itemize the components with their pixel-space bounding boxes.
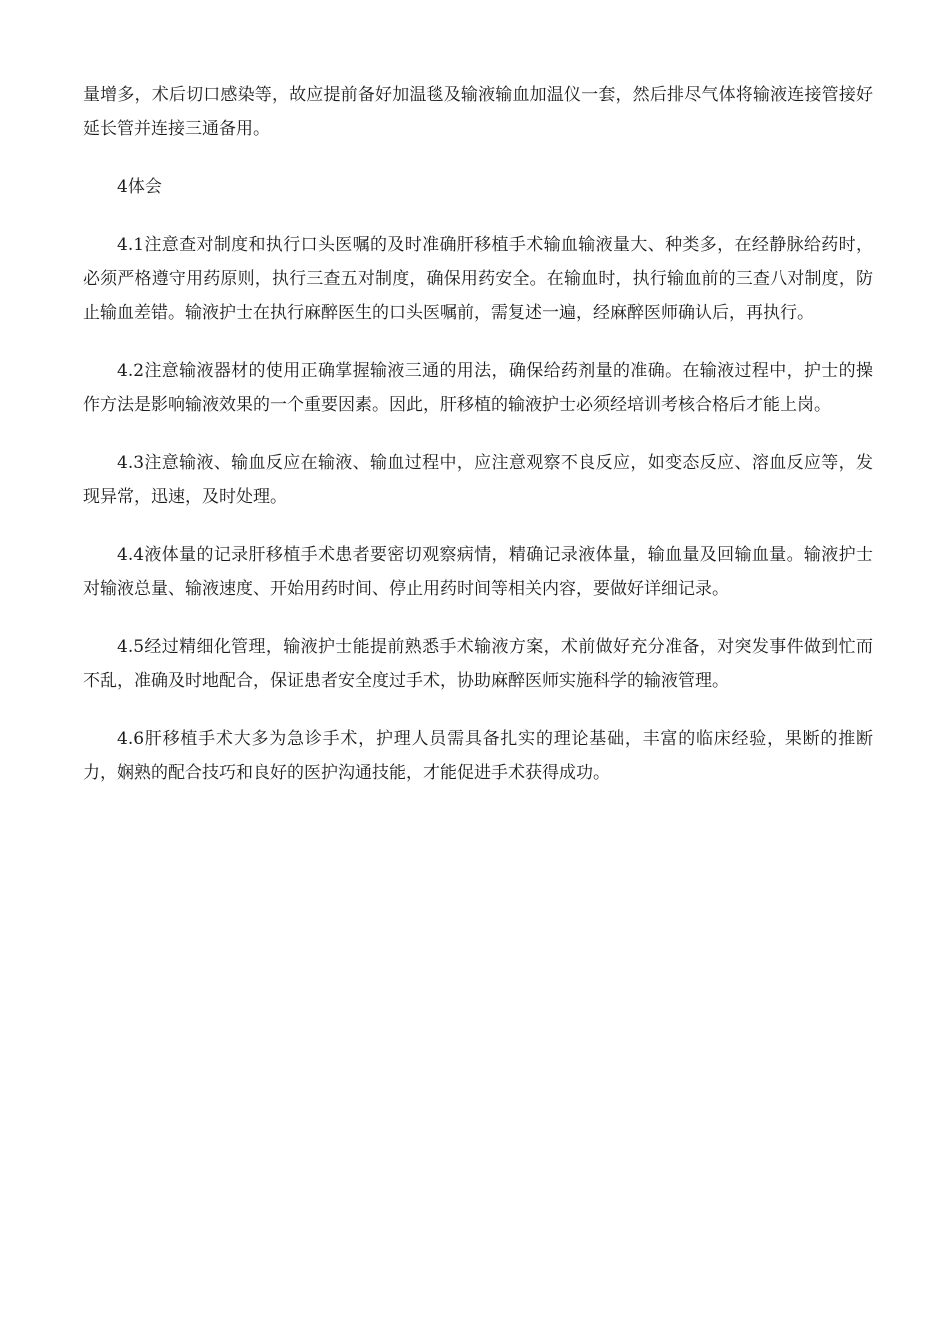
paragraph-4-3: 4.3注意输液、输血反应在输液、输血过程中，应注意观察不良反应，如变态反应、溶血反应等，发现异常，迅速，及时处理。 — [83, 453, 873, 507]
paragraph-4-1: 4.1注意查对制度和执行口头医嘱的及时准确肝移植手术输血输液量大、种类多，在经静脉给药时，必须严格遵守用药原则，执行三查五对制度，确保用药安全。在输血时，执行输血前的三查八对制度，防止输血差错。输液护士在执行麻醉医生的口头医嘱前，需复述一遍，经麻醉医师确认后，再执行。 — [83, 235, 873, 323]
document-body — [83, 78, 873, 814]
paragraph-4-5: 4.5经过精细化管理，输液护士能提前熟悉手术输液方案，术前做好充分准备，对突发事件做到忙而不乱，准确及时地配合，保证患者安全度过手术，协助麻醉医师实施科学的输液管理。 — [83, 637, 873, 691]
paragraph-4-4: 4.4液体量的记录肝移植手术患者要密切观察病情，精确记录液体量，输血量及回输血量。输液护士对输液总量、输液速度、开始用药时间、停止用药时间等相关内容，要做好详细记录。 — [83, 545, 873, 599]
section-heading-experience: 4体会 — [117, 177, 162, 197]
paragraph-4-6: 4.6肝移植手术大多为急诊手术，护理人员需具备扎实的理论基础，丰富的临床经验，果断的推断力，娴熟的配合技巧和良好的医护沟通技能，才能促进手术获得成功。 — [83, 729, 873, 783]
paragraph-4-2: 4.2注意输液器材的使用正确掌握输液三通的用法，确保给药剂量的准确。在输液过程中，护士的操作方法是影响输液效果的一个重要因素。因此，肝移植的输液护士必须经培训考核合格后才能上岗。 — [83, 361, 873, 415]
paragraph-continuation: 量增多，术后切口感染等，故应提前备好加温毯及输液输血加温仪一套，然后排尽气体将输液连接管接好延长管并连接三通备用。 — [83, 85, 873, 139]
